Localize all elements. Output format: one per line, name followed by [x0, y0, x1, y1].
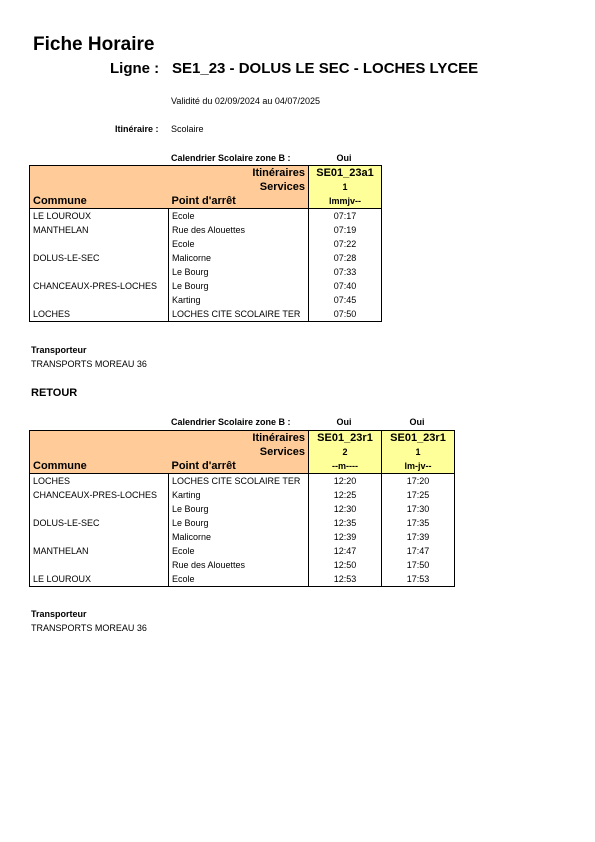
- table-row: [30, 265, 382, 279]
- table-row: [30, 488, 455, 502]
- retour-transporteur-name: TRANSPORTS MOREAU 36: [31, 623, 147, 633]
- operating-days: lmmjv--: [309, 194, 382, 209]
- time-cell: 07:45: [309, 293, 382, 307]
- service-number: 2: [309, 445, 382, 459]
- time-cell: 12:47: [309, 544, 382, 558]
- line-label: Ligne :: [110, 60, 160, 77]
- stop-cell: Rue des Alouettes: [169, 223, 309, 237]
- service-number: 1: [309, 180, 382, 194]
- commune-cell: CHANCEAUX-PRES-LOCHES: [30, 488, 169, 502]
- aller-transporteur-label: Transporteur: [31, 345, 87, 355]
- commune-cell: LOCHES: [30, 307, 169, 322]
- table-row: [30, 544, 455, 558]
- time-cell: 12:53: [309, 572, 382, 587]
- commune-cell: DOLUS-LE-SEC: [30, 251, 169, 265]
- commune-cell: [30, 502, 169, 516]
- table-row: [30, 530, 455, 544]
- time-cell: 07:19: [309, 223, 382, 237]
- table-row: [30, 307, 382, 322]
- time-cell: 07:33: [309, 265, 382, 279]
- commune-cell: LOCHES: [30, 474, 169, 489]
- time-cell: 12:25: [309, 488, 382, 502]
- table-row: [30, 223, 382, 237]
- time-cell: 17:30: [382, 502, 455, 516]
- services-label: Services: [169, 180, 309, 194]
- time-cell: 17:25: [382, 488, 455, 502]
- retour-calendar-value: Oui: [336, 417, 352, 427]
- commune-cell: [30, 293, 169, 307]
- commune-cell: MANTHELAN: [30, 223, 169, 237]
- services-label: Services: [169, 445, 309, 459]
- retour-timetable: [29, 430, 455, 587]
- stop-cell: Karting: [169, 293, 309, 307]
- retour-transporteur-label: Transporteur: [31, 609, 87, 619]
- stop-cell: Le Bourg: [169, 516, 309, 530]
- commune-cell: [30, 558, 169, 572]
- table-row: [30, 209, 382, 224]
- time-cell: 17:53: [382, 572, 455, 587]
- time-cell: 12:35: [309, 516, 382, 530]
- table-row: [30, 516, 455, 530]
- aller-transporteur-name: TRANSPORTS MOREAU 36: [31, 359, 147, 369]
- stop-cell: LOCHES CITE SCOLAIRE TER: [169, 474, 309, 489]
- time-cell: 12:39: [309, 530, 382, 544]
- time-cell: 07:40: [309, 279, 382, 293]
- table-row: [30, 502, 455, 516]
- commune-cell: CHANCEAUX-PRES-LOCHES: [30, 279, 169, 293]
- table-row: [30, 251, 382, 265]
- itineraires-label: Itinéraires: [169, 166, 309, 181]
- table-row: [30, 558, 455, 572]
- retour-calendar-label: Calendrier Scolaire zone B :: [171, 417, 291, 427]
- line-name: SE1_23 - DOLUS LE SEC - LOCHES LYCEE: [172, 60, 479, 77]
- stop-cell: Ecole: [169, 572, 309, 587]
- itineraires-label: Itinéraires: [169, 431, 309, 446]
- table-row: [30, 474, 455, 489]
- stop-cell: Le Bourg: [169, 279, 309, 293]
- time-cell: 12:50: [309, 558, 382, 572]
- operating-days: --m----: [309, 459, 382, 474]
- aller-timetable: [29, 165, 382, 322]
- service-number: 1: [382, 445, 455, 459]
- stop-cell: Ecole: [169, 209, 309, 224]
- time-cell: 07:17: [309, 209, 382, 224]
- time-cell: 12:30: [309, 502, 382, 516]
- stop-cell: Ecole: [169, 237, 309, 251]
- stop-cell: Malicorne: [169, 530, 309, 544]
- stop-cell: Le Bourg: [169, 265, 309, 279]
- stop-cell: Rue des Alouettes: [169, 558, 309, 572]
- time-cell: 07:22: [309, 237, 382, 251]
- commune-cell: LE LOUROUX: [30, 209, 169, 224]
- commune-cell: [30, 265, 169, 279]
- retour-heading: RETOUR: [31, 387, 78, 399]
- page-title: Fiche Horaire: [33, 34, 155, 55]
- time-cell: 07:28: [309, 251, 382, 265]
- validity-text: Validité du 02/09/2024 au 04/07/2025: [171, 96, 320, 106]
- retour-calendar-value: Oui: [409, 417, 425, 427]
- itinerary-code: SE01_23a1: [309, 166, 382, 181]
- table-row: [30, 279, 382, 293]
- stop-cell: Malicorne: [169, 251, 309, 265]
- itinerary-value: Scolaire: [171, 124, 204, 134]
- time-cell: 12:20: [309, 474, 382, 489]
- commune-header: Commune: [30, 459, 169, 474]
- aller-calendar-value: Oui: [336, 153, 352, 163]
- commune-cell: LE LOUROUX: [30, 572, 169, 587]
- stop-cell: Le Bourg: [169, 502, 309, 516]
- itinerary-code: SE01_23r1: [309, 431, 382, 446]
- stop-cell: LOCHES CITE SCOLAIRE TER: [169, 307, 309, 322]
- stop-header: Point d'arrêt: [169, 194, 309, 209]
- stop-header: Point d'arrêt: [169, 459, 309, 474]
- table-row: [30, 293, 382, 307]
- stop-cell: Karting: [169, 488, 309, 502]
- table-row: [30, 237, 382, 251]
- commune-cell: [30, 530, 169, 544]
- time-cell: 17:50: [382, 558, 455, 572]
- time-cell: 17:20: [382, 474, 455, 489]
- itinerary-code: SE01_23r1: [382, 431, 455, 446]
- table-row: [30, 572, 455, 587]
- commune-cell: MANTHELAN: [30, 544, 169, 558]
- commune-cell: DOLUS-LE-SEC: [30, 516, 169, 530]
- time-cell: 07:50: [309, 307, 382, 322]
- stop-cell: Ecole: [169, 544, 309, 558]
- time-cell: 17:39: [382, 530, 455, 544]
- commune-header: Commune: [30, 194, 169, 209]
- line-heading: [110, 60, 478, 77]
- time-cell: 17:47: [382, 544, 455, 558]
- aller-calendar-label: Calendrier Scolaire zone B :: [171, 153, 291, 163]
- time-cell: 17:35: [382, 516, 455, 530]
- itinerary-label: Itinéraire :: [115, 124, 159, 134]
- operating-days: lm-jv--: [382, 459, 455, 474]
- commune-cell: [30, 237, 169, 251]
